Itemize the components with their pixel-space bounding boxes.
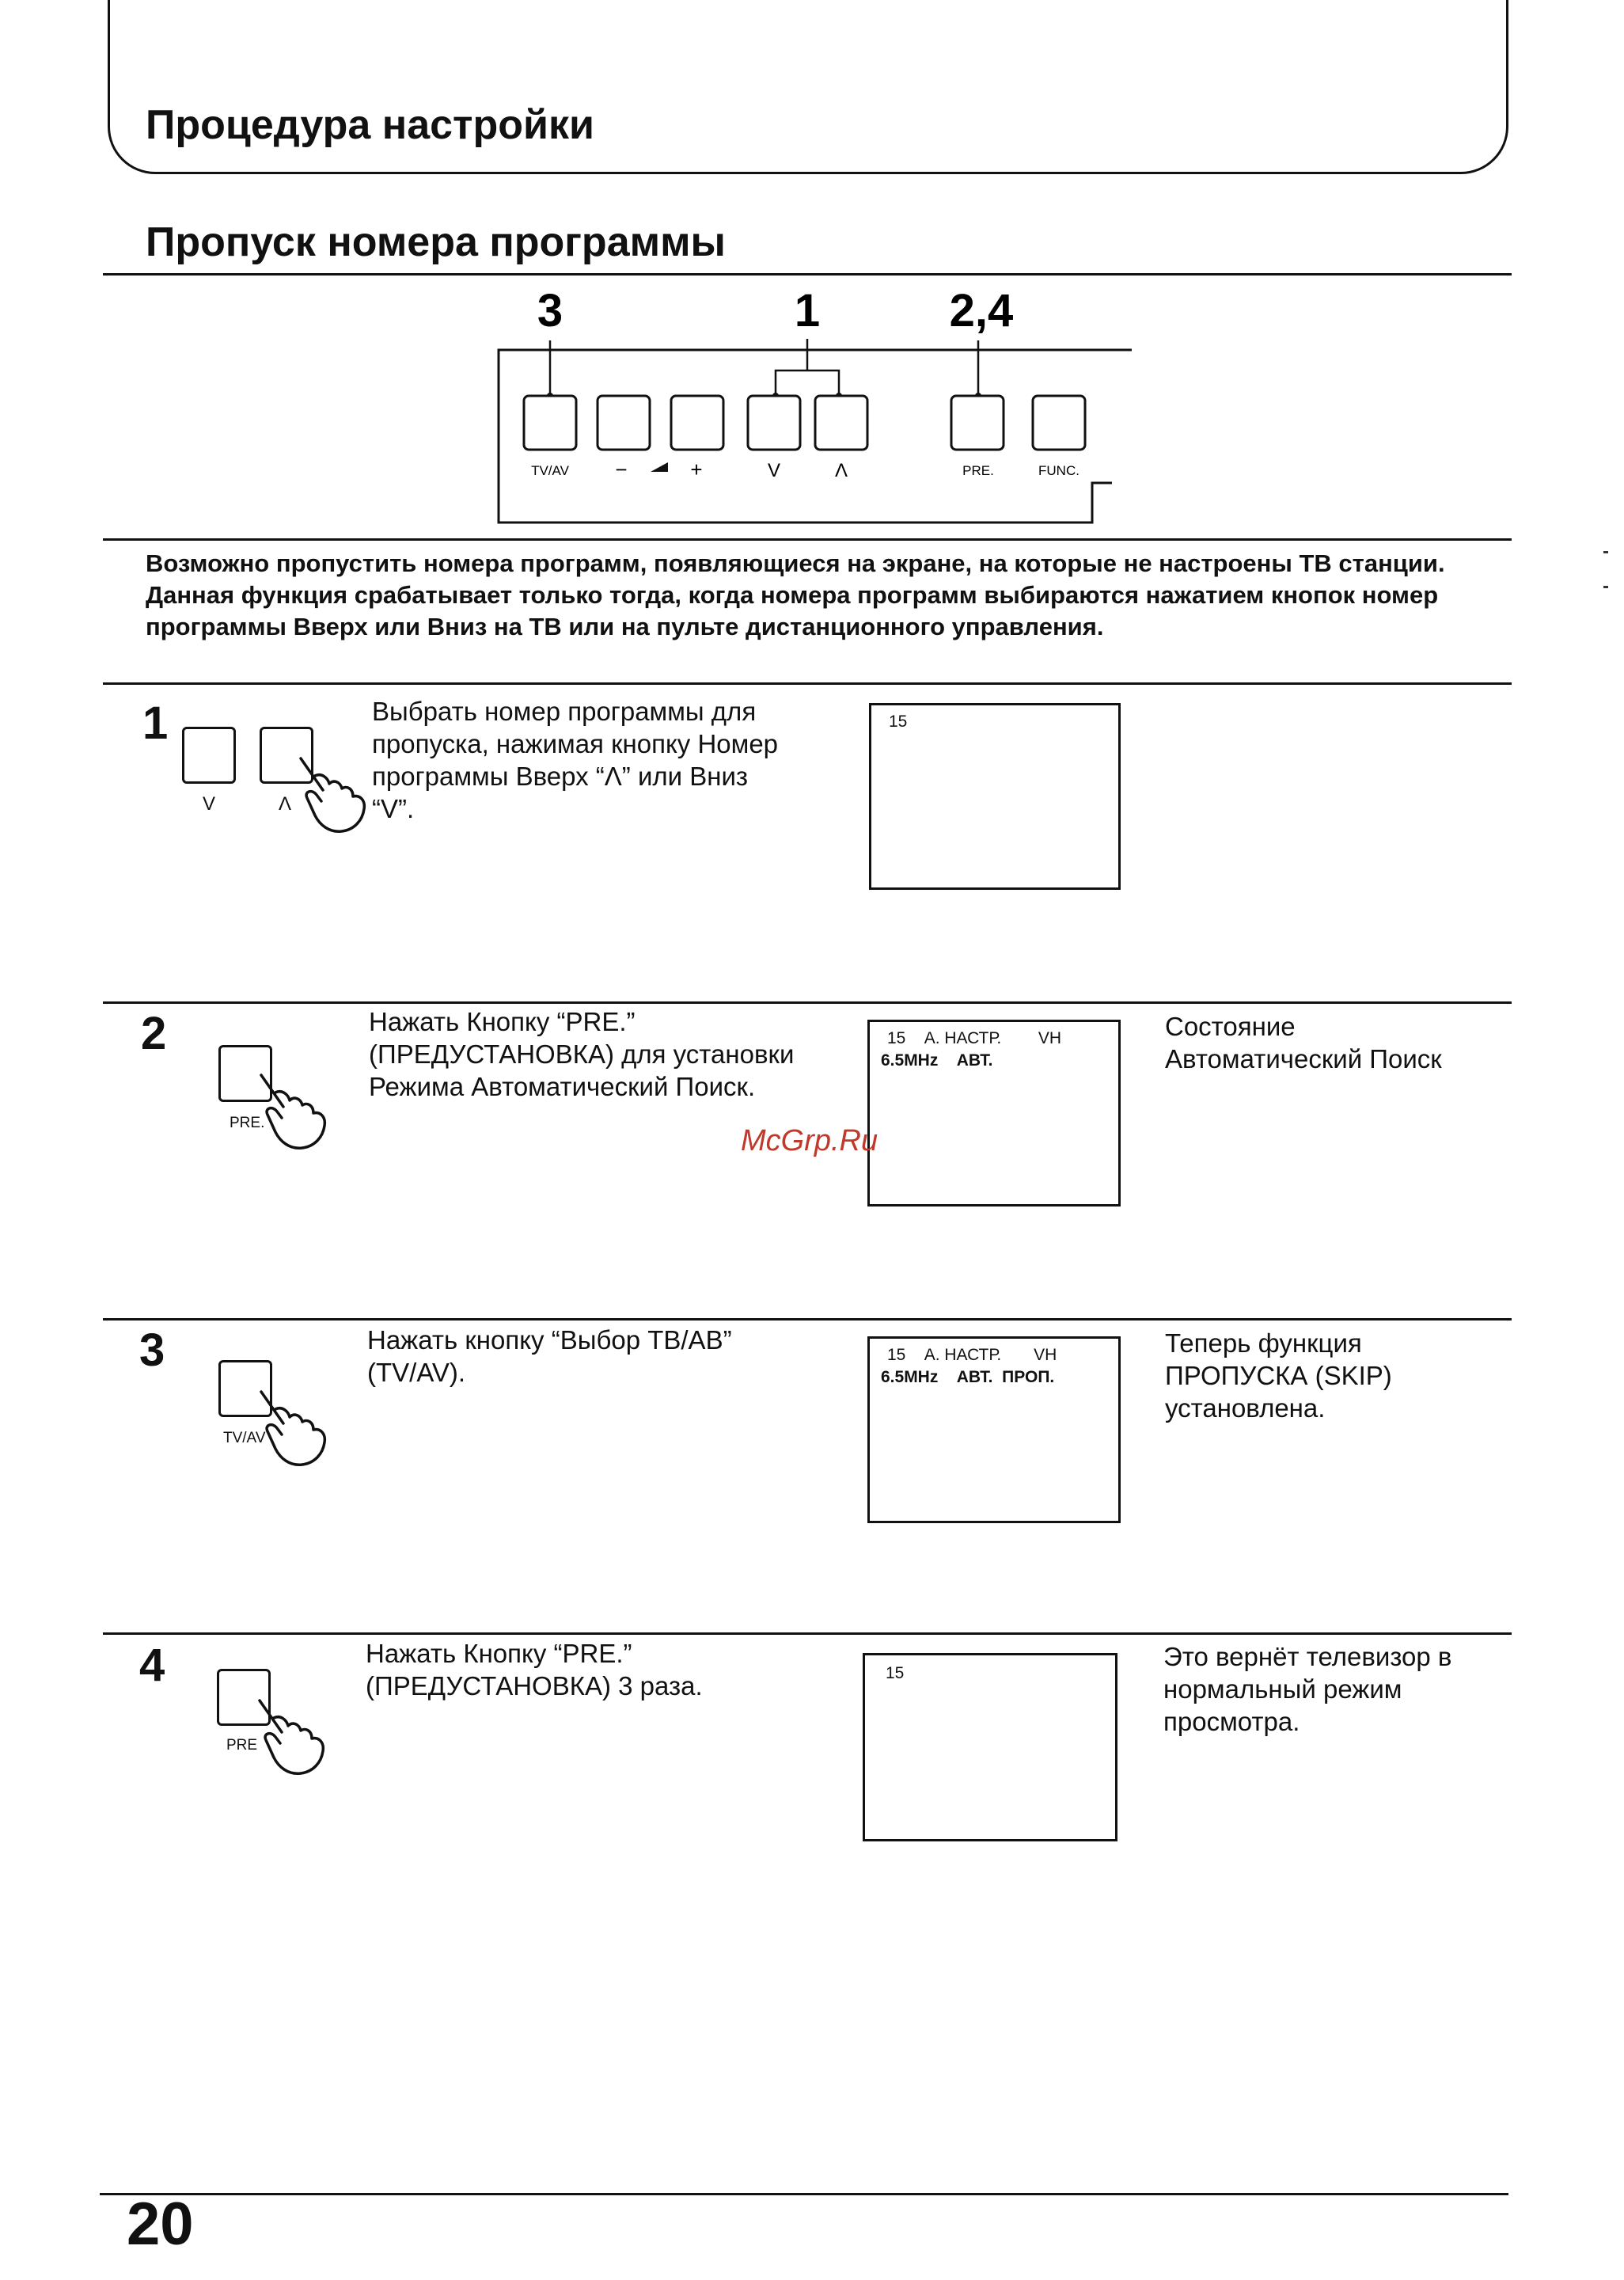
- step-2-screen: [867, 1020, 1121, 1206]
- step-4-text: Нажать Кнопку “PRE.” (ПРЕДУСТАНОВКА) 3 раза.: [366, 1639, 703, 1700]
- callout-3: 3: [537, 285, 563, 336]
- pointing-hand-icon: [293, 752, 380, 839]
- step-3-rule: [103, 1318, 1512, 1320]
- watermark-text: McGrp.Ru: [741, 1124, 878, 1157]
- intro-line-2: Данная функция срабатывает только тогда, когда номера программ выбираются нажатием кнопок номер программы Вверх или Вниз на ТВ или на пульте дистанционного управления.: [146, 581, 1439, 640]
- page-number: 20: [127, 2191, 194, 2258]
- pre-label: PRE.: [962, 463, 994, 478]
- step-1-number: 1: [142, 697, 169, 749]
- step-3-text: Нажать кнопку “Выбор ТВ/АВ” (TV/AV).: [367, 1325, 732, 1387]
- margin-tick: [1603, 586, 1608, 588]
- page-header-title: Процедура настройки: [146, 102, 594, 148]
- step-4-screen: [863, 1653, 1117, 1841]
- volume-down-button: [598, 396, 650, 450]
- step-4-number: 4: [139, 1640, 165, 1691]
- minus-label: −: [615, 458, 628, 481]
- step-2-rule: [103, 1001, 1512, 1004]
- step-4-note: Это вернёт телевизор в нормальный режим просмотра.: [1163, 1642, 1452, 1736]
- step-2-note: Состояние Автоматический Поиск: [1165, 1012, 1442, 1074]
- step-4-rule: [103, 1632, 1512, 1635]
- up-label: Λ: [834, 460, 848, 481]
- step-4-pre-label: PRE: [226, 1737, 258, 1754]
- pre-button: [951, 396, 1004, 450]
- volume-up-button: [671, 396, 723, 450]
- plus-label: +: [690, 458, 703, 481]
- margin-tick: [1603, 551, 1608, 553]
- tv-av-label: TV/AV: [531, 463, 569, 478]
- pointing-hand-icon: [252, 1694, 339, 1781]
- callout-2-4: 2,4: [949, 285, 1014, 336]
- func-label: FUNC.: [1038, 463, 1080, 478]
- footer-rule: [100, 2193, 1508, 2195]
- volume-icon: [651, 462, 668, 472]
- intro-text: [146, 548, 1491, 643]
- intro-bottom-rule: [103, 682, 1512, 685]
- step-1-screen-line-1: 15: [889, 712, 908, 731]
- step-2-screen-line-2: 6.5MHz АВТ.: [881, 1051, 993, 1070]
- tv-av-button: [524, 396, 576, 450]
- step-2-text: Нажать Кнопку “PRE.” (ПРЕДУСТАНОВКА) для установки Режима Автоматический Поиск.: [369, 1007, 795, 1101]
- control-panel-diagram: [475, 285, 1155, 538]
- step-1-screen: [869, 703, 1121, 890]
- intro-line-1: Возможно пропустить номера программ, появляющиеся на экране, на которые не настроены ТВ станции.: [146, 549, 1445, 577]
- step-1-text: Выбрать номер программы для пропуска, нажимая кнопку Номер программы Вверх “Λ” или Вниз “V”.: [372, 697, 779, 823]
- program-down-button: [748, 396, 800, 450]
- step-1-down-button: [182, 727, 236, 784]
- step-3-number: 3: [139, 1324, 165, 1376]
- step-3-screen: [867, 1336, 1121, 1523]
- step-2-number: 2: [141, 1008, 167, 1059]
- pointing-hand-icon: [253, 1069, 340, 1156]
- step-1-down-label: V: [203, 793, 216, 815]
- section-title: Пропуск номера программы: [146, 219, 726, 265]
- step-3-tv-av-label: TV/AV: [223, 1430, 266, 1446]
- step-2-screen-line-1: 15 А. НАСТР. VH: [887, 1029, 1062, 1047]
- step-1-up-label: Λ: [279, 793, 292, 815]
- func-button: [1033, 396, 1085, 450]
- step-3-screen-line-2: 6.5MHz АВТ. ПРОП.: [881, 1368, 1055, 1386]
- callout-1: 1: [794, 285, 821, 336]
- intro-rule: [103, 538, 1512, 541]
- program-up-button: [815, 396, 867, 450]
- down-label: V: [767, 460, 781, 481]
- step-3-note: Теперь функция ПРОПУСКА (SKIP) установлена.: [1165, 1328, 1392, 1423]
- step-2-pre-label: PRE.: [230, 1115, 265, 1131]
- step-3-screen-line-1: 15 А. НАСТР. VH: [887, 1346, 1057, 1364]
- step-4-screen-line-1: 15: [886, 1664, 905, 1682]
- section-rule: [103, 273, 1512, 276]
- pointing-hand-icon: [253, 1385, 340, 1472]
